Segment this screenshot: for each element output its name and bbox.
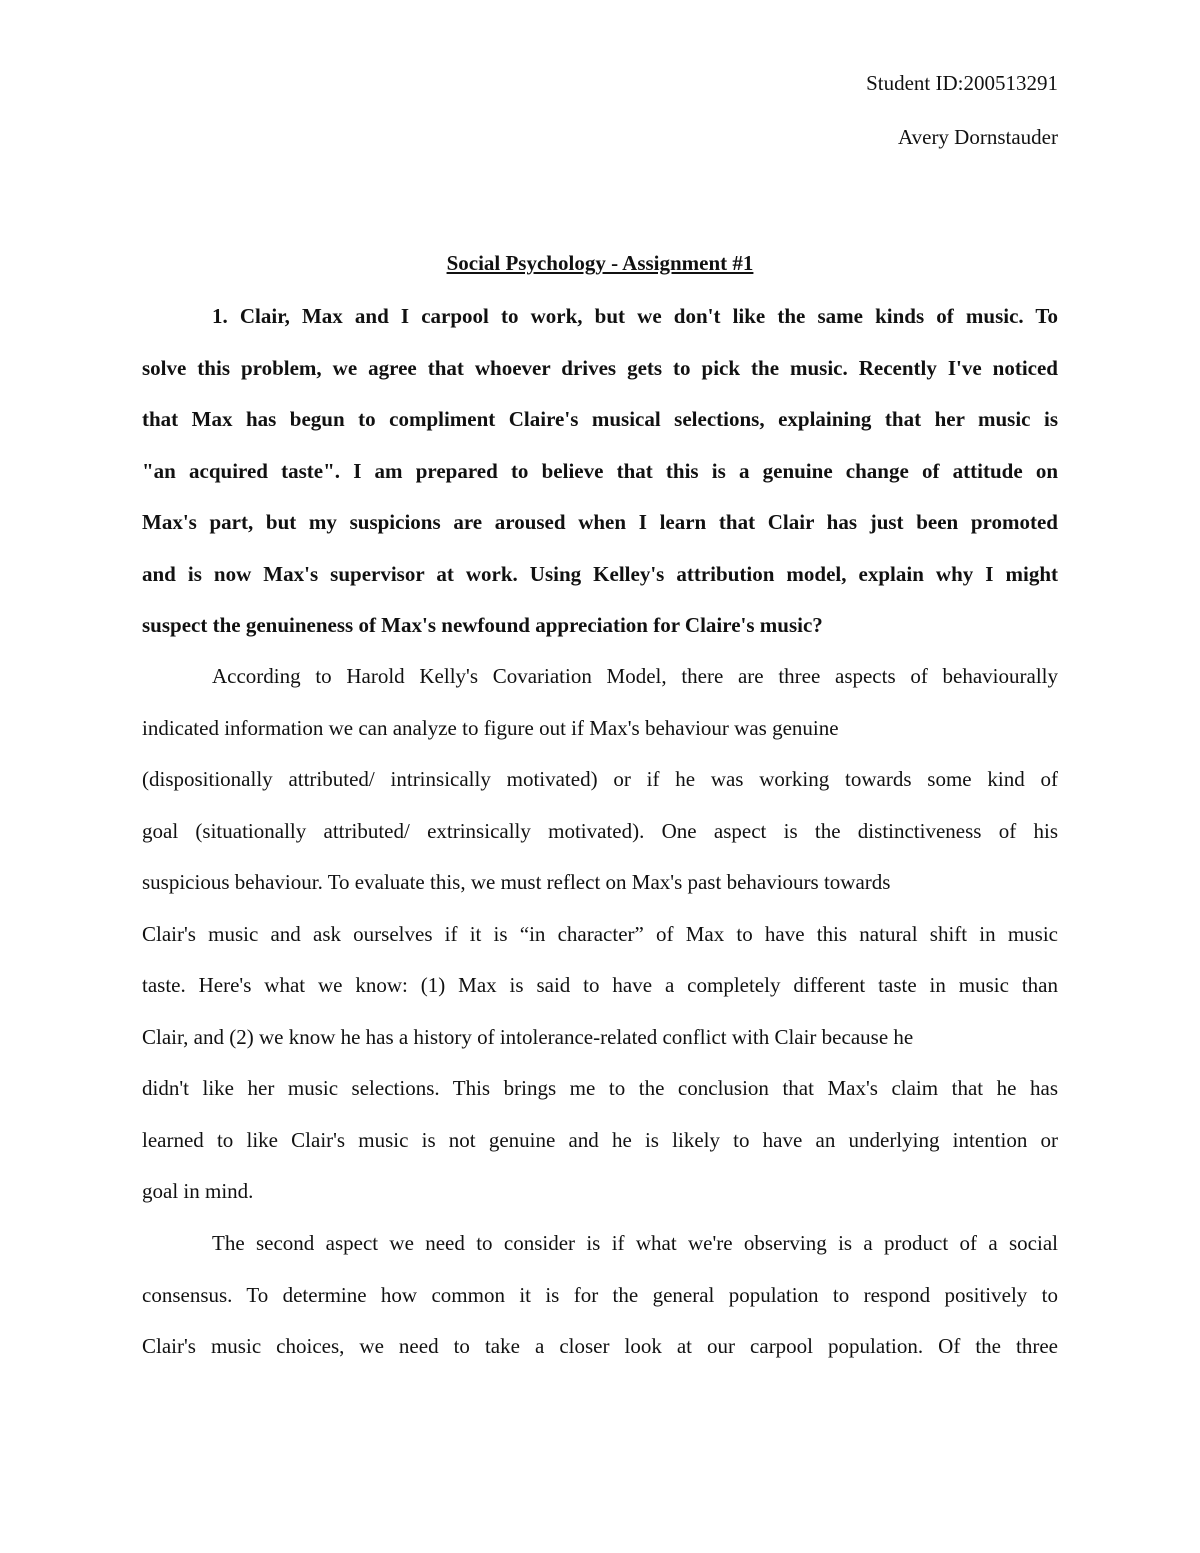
paragraph-line: According to Harold Kelly's Covariation Model, there are three aspects of behaviourally: [212, 664, 1058, 688]
question-line: suspect the genuineness of Max's newfound appreciation for Claire's music?: [142, 613, 823, 637]
question-line: Max's part, but my suspicions are aroused when I learn that Clair has just been promoted: [142, 510, 1058, 534]
page-title: Social Psychology - Assignment #1: [446, 251, 754, 275]
paragraph-line: consensus. To determine how common it is for the general population to respond positively to: [142, 1282, 1058, 1307]
paragraph-line: The second aspect we need to consider is if what we're observing is a product of a social: [212, 1231, 1058, 1255]
question-line: that Max has begun to compliment Claire's musical selections, explaining that her music is: [142, 407, 1058, 431]
paragraph-line: goal in mind.: [142, 1179, 254, 1203]
paragraph-line: indicated information we can analyze to figure out if Max's behaviour was genuine: [142, 715, 839, 740]
assignment-question: [142, 291, 1058, 652]
paragraph-line: (dispositionally attributed/ intrinsically motivated) or if he was working towards some kind of: [142, 767, 1058, 791]
paragraph-line: taste. Here's what we know: (1) Max is said to have a completely different taste in music than: [142, 973, 1058, 997]
question-line: "an acquired taste". I am prepared to believe that this is a genuine change of attitude on: [142, 458, 1058, 483]
paragraph-line: goal (situationally attributed/ extrinsically motivated). One aspect is the distinctiveness of his: [142, 818, 1058, 843]
student-id: Student ID:200513291: [866, 71, 1058, 95]
paragraph-line: Clair, and (2) we know he has a history of intolerance-related conflict with Clair because he: [142, 1024, 914, 1049]
author-name: Avery Dornstauder: [898, 125, 1058, 149]
answer-paragraph-2: [142, 1218, 1058, 1373]
paragraph-line: Clair's music and ask ourselves if it is “in character” of Max to have this natural shift in music: [142, 921, 1058, 946]
paragraph-line: Clair's music choices, we need to take a closer look at our carpool population. Of the three: [142, 1334, 1058, 1358]
answer-paragraph-1: [142, 651, 1058, 1218]
question-line: 1. Clair, Max and I carpool to work, but we don't like the same kinds of music. To: [212, 304, 1058, 328]
paragraph-line: didn't like her music selections. This brings me to the conclusion that Max's claim that he has: [142, 1076, 1058, 1100]
question-line: solve this problem, we agree that whoever drives gets to pick the music. Recently I've noticed: [142, 355, 1058, 380]
paragraph-line: suspicious behaviour. To evaluate this, we must reflect on Max's past behaviours towards: [142, 870, 891, 894]
question-line: and is now Max's supervisor at work. Using Kelley's attribution model, explain why I might: [142, 561, 1058, 586]
paragraph-line: learned to like Clair's music is not genuine and he is likely to have an underlying intention or: [142, 1127, 1058, 1152]
